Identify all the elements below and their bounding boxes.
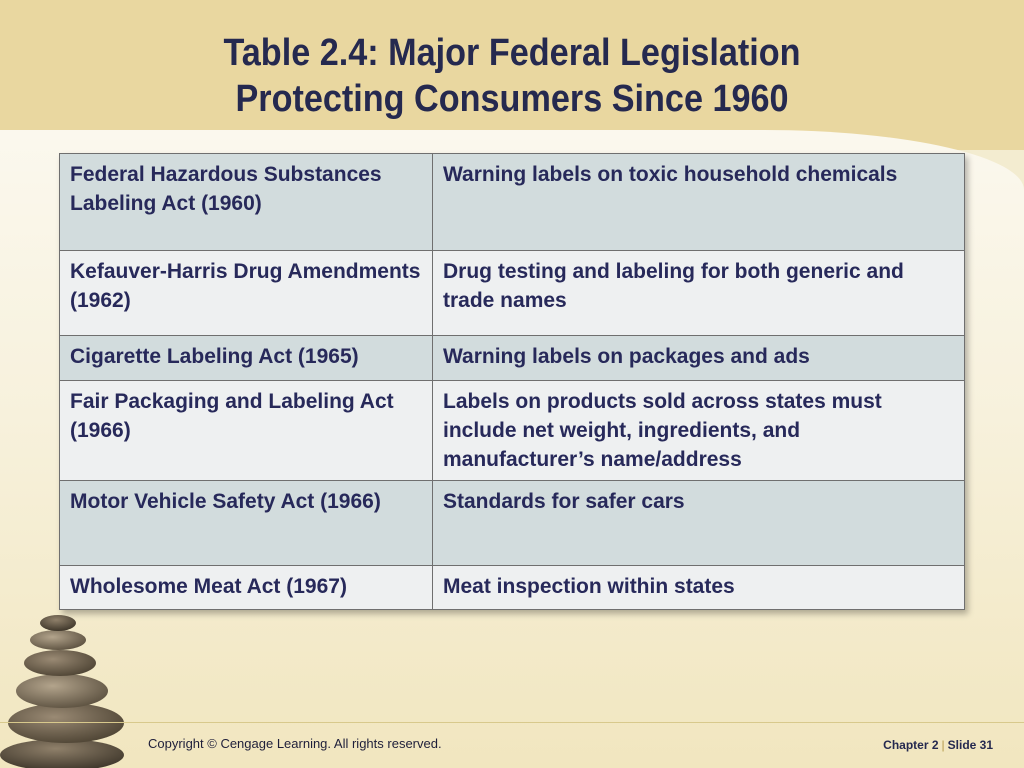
footer-separator: | bbox=[941, 738, 945, 752]
stone-3 bbox=[16, 674, 108, 708]
slide-title bbox=[51, 30, 973, 122]
stone-6 bbox=[40, 615, 76, 631]
act-cell: Fair Packaging and Labeling Act (1966) bbox=[60, 381, 433, 481]
act-cell: Kefauver-Harris Drug Amendments (1962) bbox=[60, 251, 433, 336]
slide-number bbox=[883, 738, 993, 752]
slide-label: Slide 31 bbox=[947, 738, 993, 752]
table-row bbox=[60, 481, 965, 566]
description-cell: Meat inspection within states bbox=[433, 566, 965, 610]
stone-2 bbox=[8, 703, 124, 743]
description-cell: Labels on products sold across states must include net weight, ingredients, and manufacturer’s name/address bbox=[433, 381, 965, 481]
table-row bbox=[60, 251, 965, 336]
table-row bbox=[60, 336, 965, 381]
copyright-text: Copyright © Cengage Learning. All rights reserved. bbox=[148, 736, 442, 751]
description-cell: Warning labels on packages and ads bbox=[433, 336, 965, 381]
title-line-1: Table 2.4: Major Federal Legislation bbox=[223, 32, 801, 74]
table-row bbox=[60, 566, 965, 610]
act-cell: Cigarette Labeling Act (1965) bbox=[60, 336, 433, 381]
stone-1 bbox=[0, 739, 124, 768]
title-line-2: Protecting Consumers Since 1960 bbox=[235, 78, 789, 120]
table-row bbox=[60, 381, 965, 481]
stone-4 bbox=[24, 650, 96, 676]
footer-divider bbox=[0, 722, 1024, 723]
description-cell: Warning labels on toxic household chemicals bbox=[433, 154, 965, 251]
table-row bbox=[60, 154, 965, 251]
legislation-table bbox=[59, 153, 965, 610]
act-cell: Wholesome Meat Act (1967) bbox=[60, 566, 433, 610]
description-cell: Standards for safer cars bbox=[433, 481, 965, 566]
stacked-stones-image bbox=[0, 605, 140, 768]
act-cell: Motor Vehicle Safety Act (1966) bbox=[60, 481, 433, 566]
stone-5 bbox=[30, 630, 86, 650]
chapter-label: Chapter 2 bbox=[883, 738, 939, 752]
description-cell: Drug testing and labeling for both generic and trade names bbox=[433, 251, 965, 336]
act-cell: Federal Hazardous Substances Labeling Act (1960) bbox=[60, 154, 433, 251]
